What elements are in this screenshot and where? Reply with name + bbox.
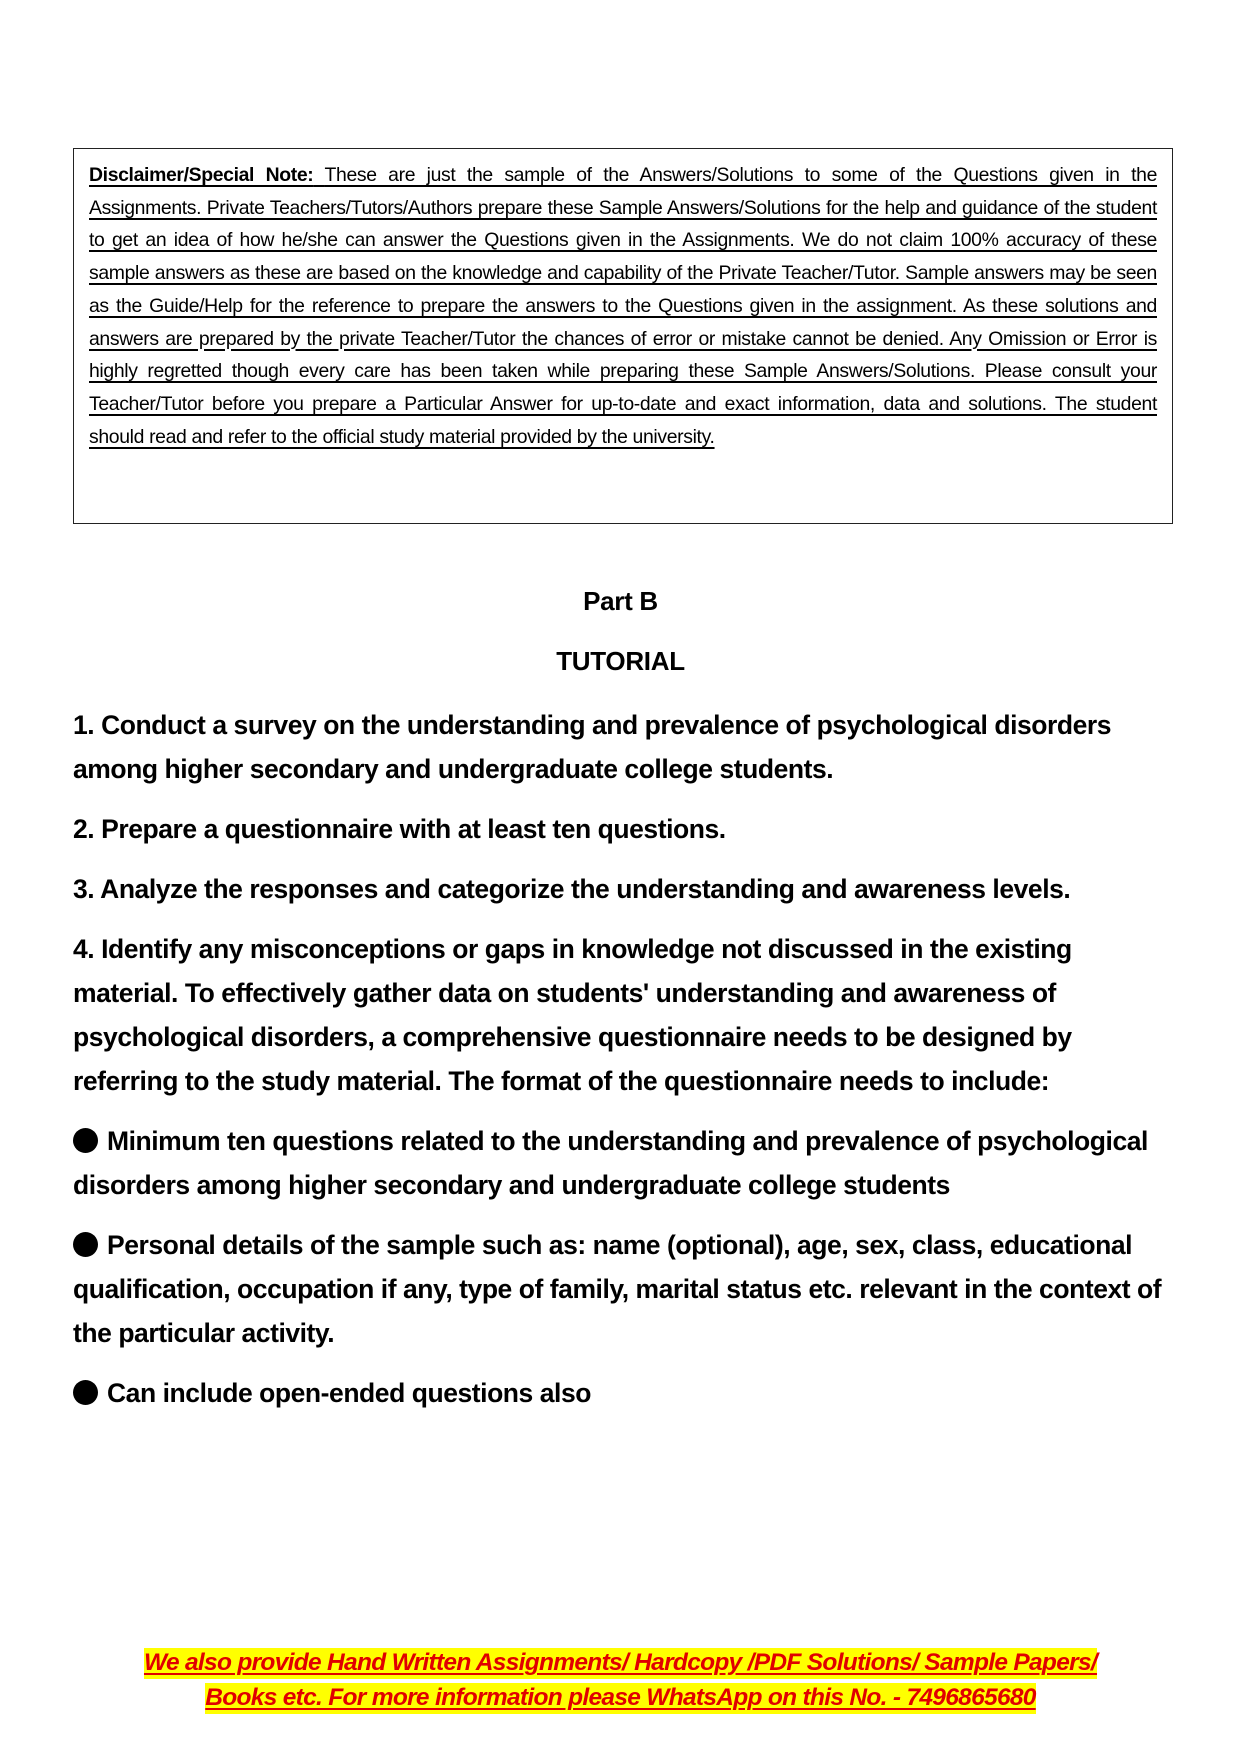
part-heading: Part B — [583, 586, 658, 616]
promo-line-1: We also provide Hand Written Assignments/ Hardcopy /PDF Solutions/ Sample Papers/ — [144, 1648, 1097, 1679]
section-heading: TUTORIAL — [556, 646, 685, 676]
bullet-item-2 — [73, 1223, 1163, 1355]
filled-circle-bullet-icon — [73, 1232, 98, 1257]
question-item-3: 3. Analyze the responses and categorize the understanding and awareness levels. — [73, 874, 1071, 904]
promo-footer — [0, 1645, 1241, 1715]
tutorial-content — [73, 703, 1163, 1431]
disclaimer-lead: Disclaimer/Special Note: — [89, 164, 314, 186]
disclaimer-body: These are just the sample of the Answers/Solutions to some of the Questions given in the Assignments. Private Teachers/Tutors/Authors prepare these Sample Answers/Solutions for the help and guidance of the student to get an idea of how he/she can answer the Questions given in the Assignments. We do not claim 100% accuracy of these sample answers as these are based on the knowledge and capability of the Private Teacher/Tutor. Sample answers may be seen as the Guide/Help for the reference to prepare the answers to the Questions given in the assignment. As these solutions and answers are prepared by the private Teacher/Tutor the chances of error or mistake cannot be denied. Any Omission or Error is highly regretted though every care has been taken while preparing these Sample Answers/Solutions. Please consult your Teacher/Tutor before you prepare a Particular Answer for up-to-date and exact information, data and solutions. The student should read and refer to the official study material provided by the university. — [89, 164, 1158, 448]
disclaimer-box — [73, 148, 1173, 524]
disclaimer-text — [89, 159, 1157, 453]
bullet-item-3 — [73, 1371, 1163, 1415]
question-item-4: 4. Identify any misconceptions or gaps in knowledge not discussed in the existing material. To effectively gather data on students' understanding and awareness of psychological disorders, a comprehensive questionnaire needs to be designed by referring to the study material. The format of the questionnaire needs to include: — [73, 934, 1072, 1096]
bullet-text: Personal details of the sample such as: name (optional), age, sex, class, educational qualification, occupation if any, type of family, marital status etc. relevant in the context of the particular activity. — [73, 1230, 1162, 1348]
promo-line-2: Books etc. For more information please WhatsApp on this No. - 7496865680 — [205, 1683, 1035, 1714]
bullet-text: Can include open-ended questions also — [107, 1378, 591, 1408]
filled-circle-bullet-icon — [73, 1128, 98, 1153]
filled-circle-bullet-icon — [73, 1380, 98, 1405]
question-item-2: 2. Prepare a questionnaire with at least ten questions. — [73, 814, 726, 844]
bullet-text: Minimum ten questions related to the understanding and prevalence of psychological disorders among higher secondary and undergraduate college students — [73, 1126, 1148, 1200]
bullet-item-1 — [73, 1119, 1163, 1207]
question-item-1: 1. Conduct a survey on the understanding and prevalence of psychological disorders among higher secondary and undergraduate college students. — [73, 710, 1112, 784]
